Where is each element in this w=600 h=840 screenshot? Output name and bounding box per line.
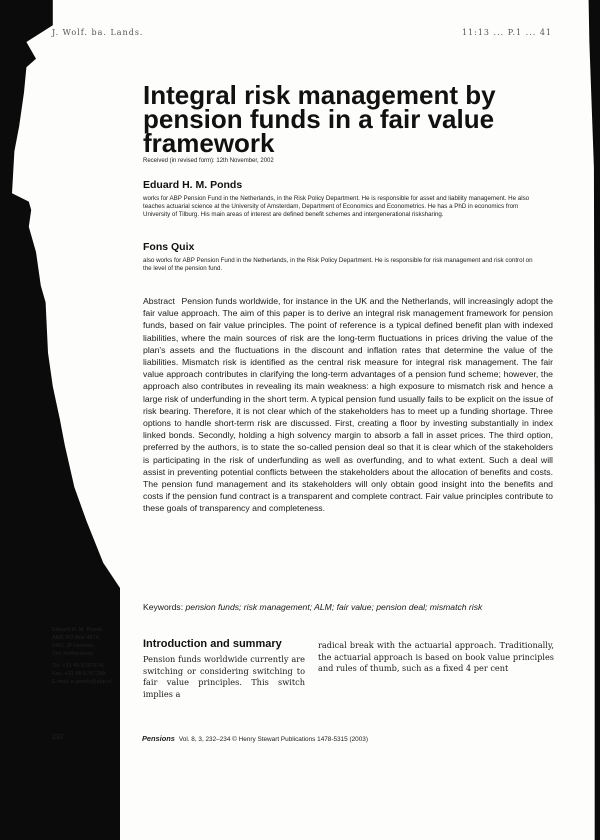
- page-footer: [52, 734, 552, 746]
- address-line: The Netherlands: [52, 651, 94, 657]
- running-head-right: 11:13 ... P.1 ... 41: [461, 28, 552, 37]
- abstract-label: Abstract: [143, 296, 175, 306]
- address-fax: Fax: +31 45 5787298;: [52, 671, 107, 677]
- section-heading: Introduction and summary: [143, 638, 282, 650]
- author-bio-1: works for ABP Pension Fund in the Netherlands, in the Risk Policy Department. He is responsible for asset and liability management. He also teaches actuarial science at the University of Amsterdam, Department of Economics and Econometrics. He has a PhD in economics from University of Tilburg. His main areas of interest are defined benefit schemes and intergenerational risksharing.: [143, 195, 530, 219]
- address-email: E-mail: e.ponds@abp.nl: [52, 679, 112, 685]
- journal-name: Pensions: [142, 734, 175, 743]
- author-bio-2: also works for ABP Pension Fund in the Netherlands, in the Risk Policy Department. He is responsible for risk management and risk control on the level of the pension fund.: [143, 257, 533, 273]
- author-name-1: Eduard H. M. Ponds: [143, 179, 243, 191]
- address-phone: Tel: +31 45 5787674;: [52, 663, 105, 669]
- scan-shadow-left: [0, 0, 120, 840]
- abstract: [143, 295, 553, 515]
- correspondence-address: [52, 626, 134, 686]
- scan-shadow-right: [562, 0, 600, 840]
- author-name-2: Fons Quix: [143, 241, 195, 253]
- body-column-2: radical break with the actuarial approach. Traditionally, the actuarial approach is based on book value principles and rules of thumb, such as a fixed 4 per cent: [318, 640, 554, 673]
- journal-citation: [142, 734, 368, 743]
- keywords-list: pension funds; risk management; ALM; fair value; pension deal; mismatch risk: [185, 602, 483, 612]
- citation-text: Vol. 8, 3, 232–234 © Henry Stewart Publications 1478-5315 (2003): [178, 736, 368, 743]
- received-date: Received (in revised form): 12th November, 2002: [143, 158, 274, 164]
- running-head-left: J. Wolf. ba. Lands.: [52, 28, 144, 37]
- page-number: 232: [52, 734, 64, 741]
- abstract-text: Pension funds worldwide, for instance in the UK and the Netherlands, will increasingly adopt the fair value approach. The aim of this paper is to derive an integral risk management framework for pension funds, based on fair value principles. The point of reference is a typical defined benefit plan with indexed liabilities, where the main sources of risk are the long-term fluctuations in prices driving the value of the plan's assets and the fluctuations in the discount and inflation rates that determine the value of the liabilities. Mismatch risk is identified as the central risk measure for integral risk management. The fair value approach contributes in clarifying the long-term advantages of a pension fund scheme; however, the approach also contributes in revealing its main weakness: a high exposure to mismatch risk and hence a large risk of underfunding in the short term. A typical pension fund usually fails to be explicit on the issue of risk bearing. Therefore, it is not clear which of the stakeholders has to meet up a funding shortage. Three options to handle short-term risk are discussed. First, creating a floor by investing substantially in index linked bonds. Secondly, holding a high solvency margin to absorb a fall in asset prices. The third option, preferred by the authors, is to state the so-called pension deal so that it is clear which of the stakeholders is participating in the risk of underfunding as well as overfunding, and to what extent. Such a deal will assist in preventing potential conflicts between the stakeholders about the allocation of benefits and costs. The pension fund management and its stakeholders will only obtain good insight into the benefits and costs if the pension fund contract is a transparent and complete contract. Fair value principles contribute to these goals of transparency and completeness.: [143, 296, 553, 514]
- running-head: [52, 28, 552, 40]
- body-column-1: Pension funds worldwide currently are switching or considering switching to fair value principles. This switch implies a: [143, 654, 305, 699]
- article-title: Integral risk management by pension funds in a fair value framework: [143, 80, 496, 158]
- address-line: ABP, PO Box 4874,: [52, 635, 101, 641]
- address-line: Eduard H. M. Ponds: [52, 627, 103, 633]
- keywords: [143, 602, 563, 612]
- keywords-label: Keywords:: [143, 602, 184, 612]
- address-line: 6401 JP Heerlen,: [52, 643, 96, 649]
